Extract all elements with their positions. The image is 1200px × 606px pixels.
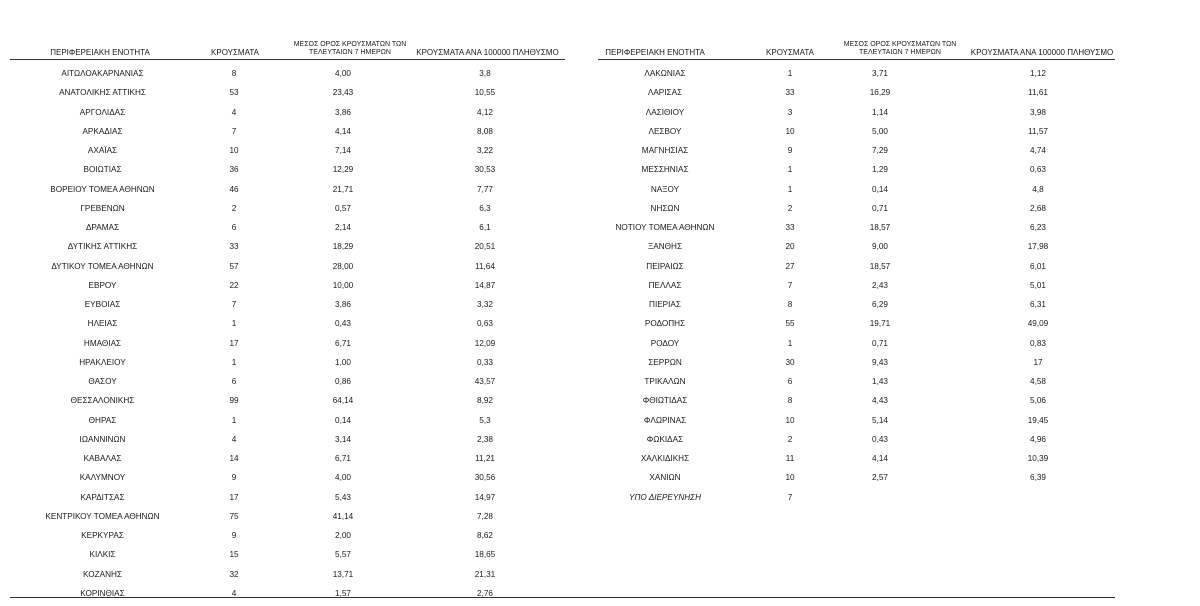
region-cell: ΧΑΝΙΩΝ (649, 473, 681, 483)
region-cell: ΜΕΣΣΗΝΙΑΣ (641, 165, 689, 175)
region-cell: ΠΕΛΛΑΣ (648, 280, 682, 290)
table-row (0, 295, 1200, 314)
avg7-cell: 0,43 (335, 319, 351, 329)
avg7-cell: 0,14 (335, 415, 351, 425)
per100k-cell: 6,23 (1030, 223, 1046, 232)
avg7-cell: 21,71 (332, 184, 354, 194)
per100k-cell: 6,3 (479, 203, 491, 213)
per100k-cell: 4,58 (1030, 377, 1046, 386)
table-row (0, 334, 1200, 353)
region-cell: ΜΑΓΝΗΣΙΑΣ (641, 146, 689, 155)
cases-cell: 7 (231, 300, 237, 309)
per100k-cell: 4,12 (477, 107, 493, 117)
per100k-cell: 4,74 (1030, 146, 1046, 155)
cases-cell: 8 (787, 396, 793, 406)
region-cell: ΑΡΚΑΔΙΑΣ (82, 126, 123, 136)
cases-cell: 7 (787, 280, 793, 290)
region-cell: ΕΒΡΟΥ (88, 280, 117, 290)
avg7-cell: 18,57 (869, 261, 891, 271)
avg7-cell: 5,14 (872, 415, 888, 425)
left-header-avg7-line2: ΤΕΛΕΥΤΑΙΩΝ 7 ΗΜΕΡΩΝ (309, 48, 391, 56)
cases-cell: 9 (231, 531, 237, 540)
cases-cell: 33 (229, 242, 239, 252)
per100k-cell: 10,55 (474, 88, 496, 98)
cases-cell: 6 (231, 377, 237, 386)
per100k-cell: 11,57 (1028, 126, 1048, 136)
per100k-cell: 0,63 (477, 319, 493, 329)
cases-cell: 14 (229, 454, 239, 463)
per100k-cell: 30,53 (474, 165, 496, 175)
per100k-cell: 8,62 (477, 531, 493, 540)
per100k-cell: 4,96 (1030, 434, 1046, 444)
per100k-cell: 6,1 (479, 223, 491, 232)
avg7-cell: 5,00 (872, 126, 888, 136)
per100k-cell: 7,77 (477, 184, 493, 194)
avg7-cell: 0,14 (872, 184, 888, 194)
per100k-cell: 3,32 (477, 300, 493, 309)
region-cell: ΘΕΣΣΑΛΟΝΙΚΗΣ (70, 396, 135, 406)
cases-cell: 8 (787, 300, 793, 309)
avg7-cell: 2,00 (335, 531, 351, 540)
table-row (0, 507, 1200, 526)
cases-cell: 1 (787, 69, 793, 78)
table-row (0, 122, 1200, 141)
region-cell: ΤΡΙΚΑΛΩΝ (644, 377, 686, 386)
avg7-cell: 9,00 (872, 242, 888, 252)
table-row (0, 257, 1200, 276)
per100k-cell: 0,33 (477, 357, 493, 367)
per100k-cell: 8,08 (477, 126, 493, 136)
cases-cell: 8 (231, 69, 237, 78)
cases-cell: 6 (787, 377, 793, 386)
region-cell: ΦΩΚΙΔΑΣ (646, 434, 684, 444)
per100k-cell: 7,28 (477, 511, 493, 521)
avg7-cell: 18,29 (332, 242, 354, 252)
avg7-cell: 1,14 (872, 107, 888, 117)
cases-cell: 4 (231, 588, 237, 598)
avg7-cell: 10,00 (332, 280, 354, 290)
table-row (0, 430, 1200, 449)
avg7-cell: 4,00 (335, 69, 351, 78)
per100k-cell: 21,31 (474, 569, 496, 579)
avg7-cell: 1,43 (872, 377, 888, 386)
region-cell: ΔΥΤΙΚΗΣ ΑΤΤΙΚΗΣ (67, 242, 138, 252)
table-row (0, 353, 1200, 372)
per100k-cell: 5,01 (1030, 280, 1046, 290)
per100k-cell: 17 (1033, 357, 1043, 367)
avg7-cell: 6,29 (872, 300, 888, 309)
region-cell: ΝΗΣΩΝ (650, 203, 680, 213)
table-row (0, 449, 1200, 468)
region-cell: ΘΗΡΑΣ (88, 415, 117, 425)
per100k-cell: 6,39 (1030, 473, 1046, 483)
cases-cell: 10 (785, 473, 795, 483)
per100k-cell: 11,21 (475, 454, 495, 463)
cases-cell: 55 (785, 319, 795, 329)
avg7-cell: 7,29 (872, 146, 888, 155)
table-row (0, 64, 1200, 83)
cases-cell: 6 (231, 223, 237, 232)
cases-cell: 20 (785, 242, 795, 252)
cases-cell: 1 (787, 184, 793, 194)
cases-cell: 99 (229, 396, 239, 406)
table-row (0, 180, 1200, 199)
region-cell: ΦΛΩΡΙΝΑΣ (643, 415, 687, 425)
table-row (0, 218, 1200, 237)
per100k-cell: 0,83 (1030, 338, 1046, 348)
region-cell: ΝΑΞΟΥ (650, 184, 680, 194)
avg7-cell: 2,43 (872, 280, 888, 290)
table-row (0, 314, 1200, 333)
avg7-cell: 0,71 (872, 338, 888, 348)
avg7-cell: 4,43 (872, 396, 888, 406)
table-row (0, 83, 1200, 102)
avg7-cell: 28,00 (332, 261, 354, 271)
table-row (0, 545, 1200, 564)
per100k-cell: 2,38 (477, 434, 493, 444)
cases-cell: 4 (231, 434, 237, 444)
region-cell: ΗΛΕΙΑΣ (87, 319, 118, 329)
table-row (0, 103, 1200, 122)
cases-cell: 27 (785, 261, 795, 271)
per100k-cell: 5,3 (479, 415, 491, 425)
cases-cell: 1 (231, 319, 237, 329)
avg7-cell: 4,14 (872, 454, 888, 463)
per100k-cell: 12,09 (474, 338, 496, 348)
cases-cell: 53 (229, 88, 239, 98)
avg7-cell: 5,57 (335, 550, 351, 560)
avg7-cell: 16,29 (869, 88, 891, 98)
avg7-cell: 3,86 (335, 300, 351, 309)
per100k-cell: 6,01 (1030, 261, 1046, 271)
per100k-cell: 5,06 (1030, 396, 1046, 406)
region-cell: ΠΕΙΡΑΙΩΣ (646, 261, 684, 271)
table-row (0, 372, 1200, 391)
region-cell: ΡΟΔΟΥ (650, 338, 680, 348)
cases-cell: 32 (229, 569, 239, 579)
per100k-cell: 4,8 (1032, 184, 1044, 194)
cases-cell: 15 (229, 550, 239, 560)
cases-cell: 57 (229, 261, 239, 271)
region-cell: ΒΟΙΩΤΙΑΣ (83, 165, 122, 175)
left-header-per100k: ΚΡΟΥΣΜΑΤΑ ΑΝΑ 100000 ΠΛΗΘΥΣΜΟ (416, 48, 559, 57)
cases-cell: 33 (785, 223, 795, 232)
region-cell: ΥΠΟ ΔΙΕΡΕΥΝΗΣΗ (629, 492, 701, 502)
table-row (0, 199, 1200, 218)
per100k-cell: 14,87 (474, 280, 496, 290)
avg7-cell: 0,71 (872, 203, 888, 213)
table-row (0, 160, 1200, 179)
region-cell: ΔΡΑΜΑΣ (85, 223, 120, 232)
region-cell: ΞΑΝΘΗΣ (647, 242, 683, 252)
per100k-cell: 0,63 (1030, 165, 1046, 175)
avg7-cell: 3,86 (335, 107, 351, 117)
region-cell: ΚΕΝΤΡΙΚΟΥ ΤΟΜΕΑ ΑΘΗΝΩΝ (45, 511, 160, 521)
table-row (0, 468, 1200, 487)
per100k-cell: 10,39 (1027, 454, 1049, 463)
avg7-cell: 19,71 (869, 319, 891, 329)
cases-cell: 4 (231, 107, 237, 117)
table-row (0, 488, 1200, 507)
region-cell: ΧΑΛΚΙΔΙΚΗΣ (640, 454, 690, 463)
left-header-avg7-line1: ΜΕΣΟΣ ΟΡΟΣ ΚΡΟΥΣΜΑΤΩΝ ΤΩΝ (293, 41, 407, 48)
cases-cell: 3 (787, 107, 793, 117)
cases-cell: 30 (785, 357, 795, 367)
avg7-cell: 1,57 (335, 588, 351, 598)
per100k-cell: 6,31 (1030, 300, 1046, 309)
cases-cell: 2 (231, 203, 237, 213)
avg7-cell: 0,86 (335, 377, 351, 386)
per100k-cell: 1,12 (1030, 69, 1046, 78)
region-cell: ΙΩΑΝΝΙΝΩΝ (79, 434, 126, 444)
table-row (0, 565, 1200, 584)
per100k-cell: 11,61 (1028, 88, 1048, 98)
right-header-avg7 (830, 41, 970, 56)
region-cell: ΚΑΒΑΛΑΣ (83, 454, 122, 463)
cases-cell: 1 (231, 415, 237, 425)
per100k-cell: 19,45 (1027, 415, 1049, 425)
avg7-cell: 9,43 (872, 357, 888, 367)
per100k-cell: 3,98 (1030, 107, 1046, 117)
region-cell: ΚΙΛΚΙΣ (89, 550, 116, 560)
region-cell: ΛΑΡΙΣΑΣ (647, 88, 683, 98)
cases-cell: 1 (231, 357, 237, 367)
region-cell: ΚΑΛΥΜΝΟΥ (79, 473, 126, 483)
right-header-region: ΠΕΡΙΦΕΡΕΙΑΚΗ ΕΝΟΤΗΤΑ (605, 48, 705, 57)
region-cell: ΡΟΔΟΠΗΣ (644, 319, 686, 329)
region-cell: ΚΑΡΔΙΤΣΑΣ (80, 492, 125, 502)
cases-cell: 36 (229, 165, 239, 175)
right-header-avg7-line1: ΜΕΣΟΣ ΟΡΟΣ ΚΡΟΥΣΜΑΤΩΝ ΤΩΝ (843, 41, 957, 48)
table-row (0, 584, 1200, 603)
cases-cell: 17 (229, 492, 239, 502)
per100k-cell: 3,22 (477, 146, 493, 155)
avg7-cell: 0,43 (872, 434, 888, 444)
avg7-cell: 23,43 (332, 88, 354, 98)
per100k-cell: 18,65 (474, 550, 496, 560)
region-cell: ΚΕΡΚΥΡΑΣ (81, 531, 124, 540)
cases-cell: 2 (787, 434, 793, 444)
table-row (0, 237, 1200, 256)
region-cell: ΑΝΑΤΟΛΙΚΗΣ ΑΤΤΙΚΗΣ (59, 88, 146, 98)
region-cell: ΝΟΤΙΟΥ ΤΟΜΕΑ ΑΘΗΝΩΝ (615, 223, 715, 232)
per100k-cell: 17,98 (1027, 242, 1049, 252)
cases-cell: 11 (785, 454, 795, 463)
region-cell: ΕΥΒΟΙΑΣ (84, 300, 121, 309)
region-cell: ΚΟΖΑΝΗΣ (83, 569, 122, 579)
region-cell: ΔΥΤΙΚΟΥ ΤΟΜΕΑ ΑΘΗΝΩΝ (51, 261, 154, 271)
cases-cell: 22 (229, 280, 239, 290)
region-cell: ΚΟΡΙΝΘΙΑΣ (80, 588, 125, 598)
avg7-cell: 41,14 (332, 511, 354, 521)
avg7-cell: 13,71 (332, 569, 354, 579)
region-cell: ΛΑΚΩΝΙΑΣ (644, 69, 686, 78)
table-row (0, 411, 1200, 430)
region-cell: ΛΕΣΒΟΥ (648, 126, 682, 136)
avg7-cell: 5,43 (335, 492, 351, 502)
region-cell: ΦΘΙΩΤΙΔΑΣ (642, 396, 688, 406)
region-cell: ΗΜΑΘΙΑΣ (83, 338, 122, 348)
right-header-cases: ΚΡΟΥΣΜΑΤΑ (766, 48, 814, 57)
right-header-rule (598, 59, 1115, 60)
table-row (0, 141, 1200, 160)
left-header-rule (10, 59, 565, 60)
cases-cell: 1 (787, 338, 793, 348)
cases-cell: 1 (787, 165, 793, 175)
table-row (0, 391, 1200, 410)
left-header-region: ΠΕΡΙΦΕΡΕΙΑΚΗ ΕΝΟΤΗΤΑ (50, 48, 150, 57)
right-header-avg7-line2: ΤΕΛΕΥΤΑΙΩΝ 7 ΗΜΕΡΩΝ (859, 48, 941, 56)
avg7-cell: 3,14 (335, 434, 351, 444)
cases-cell: 7 (231, 126, 237, 136)
cases-cell: 10 (785, 126, 795, 136)
avg7-cell: 7,14 (335, 146, 351, 155)
region-cell: ΓΡΕΒΕΝΩΝ (80, 203, 125, 213)
region-cell: ΑΧΑΪΑΣ (87, 146, 118, 155)
per100k-cell: 8,92 (477, 396, 493, 406)
cases-cell: 9 (231, 473, 237, 483)
avg7-cell: 4,00 (335, 473, 351, 483)
avg7-cell: 6,71 (335, 454, 351, 463)
region-cell: ΑΙΤΩΛΟΑΚΑΡΝΑΝΙΑΣ (61, 69, 144, 78)
table-row (0, 276, 1200, 295)
region-cell: ΛΑΣΙΘΙΟΥ (645, 107, 685, 117)
avg7-cell: 2,14 (335, 223, 351, 232)
per100k-cell: 3,8 (479, 69, 491, 78)
avg7-cell: 0,57 (335, 203, 351, 213)
cases-cell: 2 (787, 203, 793, 213)
region-cell: ΠΙΕΡΙΑΣ (649, 300, 681, 309)
region-cell: ΒΟΡΕΙΟΥ ΤΟΜΕΑ ΑΘΗΝΩΝ (50, 184, 155, 194)
cases-cell: 17 (229, 338, 239, 348)
avg7-cell: 64,14 (332, 396, 354, 406)
per100k-cell: 2,68 (1030, 203, 1046, 213)
cases-cell: 33 (785, 88, 795, 98)
table-row (0, 526, 1200, 545)
cases-cell: 75 (229, 511, 239, 521)
per100k-cell: 43,57 (474, 377, 496, 386)
avg7-cell: 18,57 (869, 223, 891, 232)
per100k-cell: 11,64 (475, 261, 495, 271)
region-cell: ΣΕΡΡΩΝ (648, 357, 682, 367)
avg7-cell: 3,71 (872, 69, 888, 78)
right-header-per100k: ΚΡΟΥΣΜΑΤΑ ΑΝΑ 100000 ΠΛΗΘΥΣΜΟ (970, 48, 1114, 57)
per100k-cell: 2,76 (477, 588, 493, 598)
left-header-cases: ΚΡΟΥΣΜΑΤΑ (211, 48, 259, 57)
cases-cell: 7 (787, 492, 793, 502)
avg7-cell: 1,00 (335, 357, 351, 367)
per100k-cell: 20,51 (474, 242, 496, 252)
avg7-cell: 2,57 (872, 473, 888, 483)
cases-cell: 9 (787, 146, 793, 155)
per100k-cell: 14,97 (474, 492, 496, 502)
avg7-cell: 12,29 (332, 165, 354, 175)
left-header-avg7 (280, 41, 420, 56)
cases-cell: 46 (229, 184, 239, 194)
per100k-cell: 30,56 (474, 473, 496, 483)
avg7-cell: 4,14 (335, 126, 351, 136)
cases-cell: 10 (785, 415, 795, 425)
per100k-cell: 49,09 (1027, 319, 1049, 329)
region-cell: ΘΑΣΟΥ (88, 377, 117, 386)
cases-cell: 10 (229, 146, 239, 155)
region-cell: ΑΡΓΟΛΙΔΑΣ (79, 107, 126, 117)
avg7-cell: 1,29 (872, 165, 888, 175)
avg7-cell: 6,71 (335, 338, 351, 348)
region-cell: ΗΡΑΚΛΕΙΟΥ (79, 357, 126, 367)
